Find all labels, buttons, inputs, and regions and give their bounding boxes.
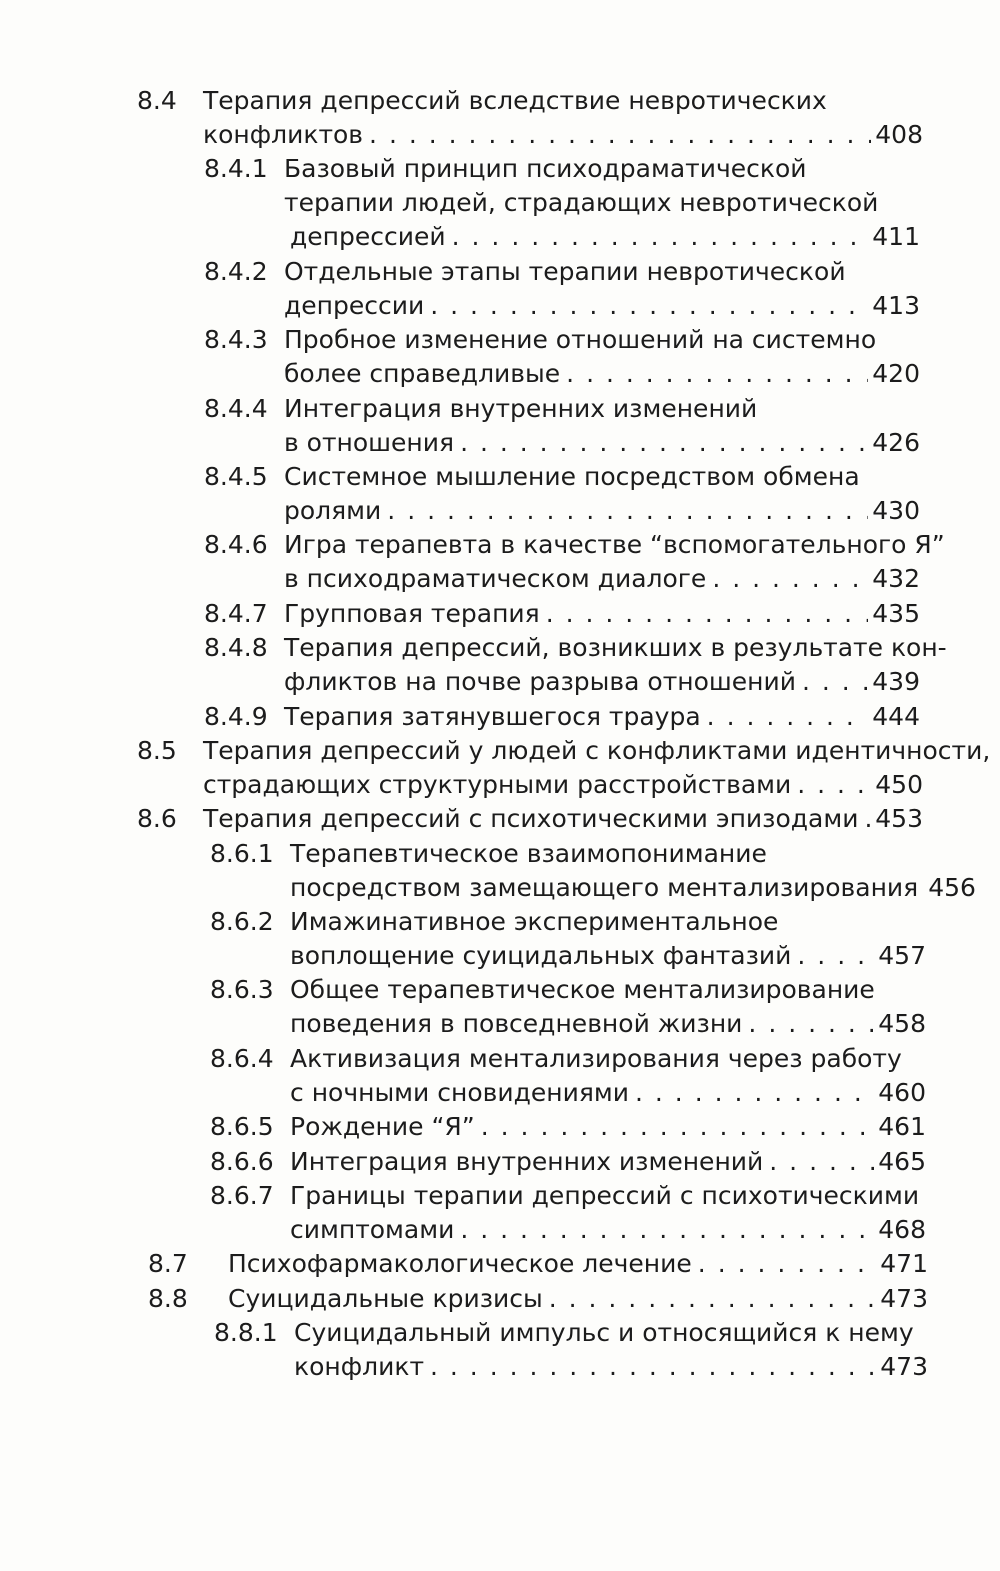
entry-title-line: Активизация ментализирования через работу — [290, 1043, 902, 1073]
section-number: 8.6 — [137, 804, 177, 834]
toc-entry — [0, 460, 1000, 528]
section-number: 8.5 — [137, 735, 177, 765]
entry-title-line: Терапия депрессий вследствие невротических — [203, 86, 827, 115]
page-number: 471 — [880, 1249, 928, 1279]
dot-leader — [481, 1110, 875, 1144]
section-number: 8.6.1 — [210, 838, 274, 868]
page-number: 461 — [878, 1112, 926, 1142]
dot-leader — [797, 768, 871, 802]
toc-entry — [0, 1145, 1000, 1179]
entry-title-line: терапии людей, страдающих невротической — [284, 188, 879, 218]
entry-title-last-line: симптомами — [290, 1215, 455, 1245]
section-number: 8.6.6 — [210, 1146, 274, 1176]
entry-title-last-line: Суицидальные кризисы — [228, 1283, 543, 1313]
entry-title-last-line: Групповая терапия — [284, 598, 540, 628]
toc-entry — [0, 1282, 1000, 1316]
toc-entry — [0, 323, 1000, 391]
page-number: 430 — [872, 495, 920, 525]
dot-leader — [369, 118, 871, 152]
section-number: 8.4.7 — [204, 598, 268, 628]
entry-title-line: Терапия депрессий у людей с конфликтами идентичности, — [203, 735, 991, 765]
dot-leader — [430, 1350, 876, 1384]
entry-title-line: Терапевтическое взаимопонимание — [290, 838, 767, 868]
section-number: 8.4 — [137, 86, 177, 115]
toc-entry — [0, 802, 1000, 836]
dot-leader — [797, 939, 874, 973]
toc-entry — [0, 1110, 1000, 1144]
page-number: 456 — [928, 872, 976, 902]
section-number: 8.7 — [148, 1249, 188, 1279]
entry-title-last-line: конфликт — [294, 1352, 425, 1382]
toc-entry — [0, 734, 1000, 802]
toc-entry — [0, 597, 1000, 631]
section-number: 8.4.2 — [204, 256, 268, 286]
toc-entry — [0, 700, 1000, 734]
dot-leader — [387, 494, 868, 528]
page-number: 420 — [872, 359, 920, 389]
entry-title-last-line: Терапия затянувшегося траура — [284, 701, 701, 731]
page-number: 432 — [872, 564, 920, 594]
toc-entry — [0, 905, 1000, 973]
dot-leader — [864, 802, 871, 836]
entry-title-last-line: с ночными сновидениями — [290, 1077, 630, 1107]
toc-entry — [0, 392, 1000, 460]
page-number: 473 — [880, 1283, 928, 1313]
entry-title-line: Границы терапии депрессий с психотическими — [290, 1181, 920, 1211]
entry-title-last-line: конфликтов — [203, 120, 364, 149]
dot-leader — [549, 1282, 877, 1316]
dot-leader — [698, 1247, 876, 1281]
entry-title-last-line: Интеграция внутренних изменений — [290, 1146, 764, 1176]
entry-title-last-line: фликтов на почве разрыва отношений — [284, 667, 797, 697]
page-number: 408 — [875, 120, 923, 149]
dot-leader — [712, 562, 868, 596]
entry-title-last-line: в отношения — [284, 427, 455, 457]
entry-title-line: Интеграция внутренних изменений — [284, 393, 758, 423]
section-number: 8.4.4 — [204, 393, 268, 423]
entry-title-last-line: воплощение суицидальных фантазий — [290, 941, 792, 971]
entry-title-last-line: посредством замещающего ментализирования — [290, 872, 919, 902]
toc-entry — [0, 152, 1000, 254]
entry-title-line: Общее терапевтическое ментализирование — [290, 975, 875, 1005]
entry-title-last-line: Терапия депрессий с психотическими эпизодами — [203, 804, 859, 834]
dot-leader — [707, 700, 869, 734]
page-number: 468 — [878, 1215, 926, 1245]
dot-leader — [460, 1213, 874, 1247]
entry-title-last-line: страдающих структурными расстройствами — [203, 769, 792, 799]
section-number: 8.4.5 — [204, 461, 268, 491]
page-number: 473 — [880, 1352, 928, 1382]
section-number: 8.6.7 — [210, 1181, 274, 1211]
page-number: 460 — [878, 1077, 926, 1107]
section-number: 8.8.1 — [214, 1318, 278, 1348]
page-number: 439 — [872, 667, 920, 697]
page-number: 457 — [878, 941, 926, 971]
toc-entry — [0, 1316, 1000, 1384]
section-number: 8.6.3 — [210, 975, 274, 1005]
toc-entry — [0, 631, 1000, 699]
entry-title-line: Базовый принцип психодраматической — [284, 154, 807, 184]
page-number: 426 — [872, 427, 920, 457]
page-number: 435 — [872, 598, 920, 628]
dot-leader — [546, 597, 869, 631]
entry-title-last-line: ролями — [284, 495, 382, 525]
entry-title-last-line: депрессией — [290, 222, 446, 252]
entry-title-line: Игра терапевта в качестве “вспомогательного Я” — [284, 530, 945, 560]
toc-entry — [0, 1179, 1000, 1247]
entry-title-line: Терапия депрессий, возникших в результате кон- — [284, 633, 947, 663]
toc-entry — [0, 528, 1000, 596]
toc-entry — [0, 1247, 1000, 1281]
section-number: 8.6.2 — [210, 907, 274, 937]
section-number: 8.6.4 — [210, 1043, 274, 1073]
entry-title-line: Отдельные этапы терапии невротической — [284, 256, 846, 286]
toc-entry — [0, 973, 1000, 1041]
entry-title-line: Системное мышление посредством обмена — [284, 461, 860, 491]
entry-title-last-line: депрессии — [284, 290, 425, 320]
entry-title-line: Пробное изменение отношений на системно — [284, 325, 877, 355]
toc-entry — [0, 255, 1000, 323]
page-number: 458 — [878, 1009, 926, 1039]
dot-leader — [566, 357, 868, 391]
table-of-contents — [0, 84, 1000, 1385]
section-number: 8.6.5 — [210, 1112, 274, 1142]
page-number: 453 — [875, 804, 923, 834]
entry-title-line: Суицидальный импульс и относящийся к нему — [294, 1318, 914, 1348]
dot-leader — [748, 1007, 874, 1041]
entry-title-last-line: Психофармакологическое лечение — [228, 1249, 692, 1279]
section-number: 8.4.1 — [204, 154, 268, 184]
page-number: 411 — [872, 222, 920, 252]
entry-title-line: Имажинативное экспериментальное — [290, 907, 779, 937]
entry-title-last-line: Рождение “Я” — [290, 1112, 475, 1142]
section-number: 8.8 — [148, 1283, 188, 1313]
section-number: 8.4.9 — [204, 701, 268, 731]
entry-title-last-line: более справедливые — [284, 359, 561, 389]
page-number: 413 — [872, 290, 920, 320]
dot-leader — [635, 1076, 874, 1110]
section-number: 8.4.3 — [204, 325, 268, 355]
toc-entry — [0, 1042, 1000, 1110]
dot-leader — [802, 665, 868, 699]
toc-entry — [0, 84, 1000, 152]
dot-leader — [452, 220, 869, 254]
toc-entry — [0, 837, 1000, 905]
dot-leader — [430, 289, 868, 323]
dot-leader — [769, 1145, 874, 1179]
entry-title-last-line: в психодраматическом диалоге — [284, 564, 707, 594]
dot-leader — [460, 426, 868, 460]
page-number: 465 — [878, 1146, 926, 1176]
section-number: 8.4.8 — [204, 633, 268, 663]
page-number: 444 — [872, 701, 920, 731]
page-number: 450 — [875, 769, 923, 799]
section-number: 8.4.6 — [204, 530, 268, 560]
entry-title-last-line: поведения в повседневной жизни — [290, 1009, 743, 1039]
